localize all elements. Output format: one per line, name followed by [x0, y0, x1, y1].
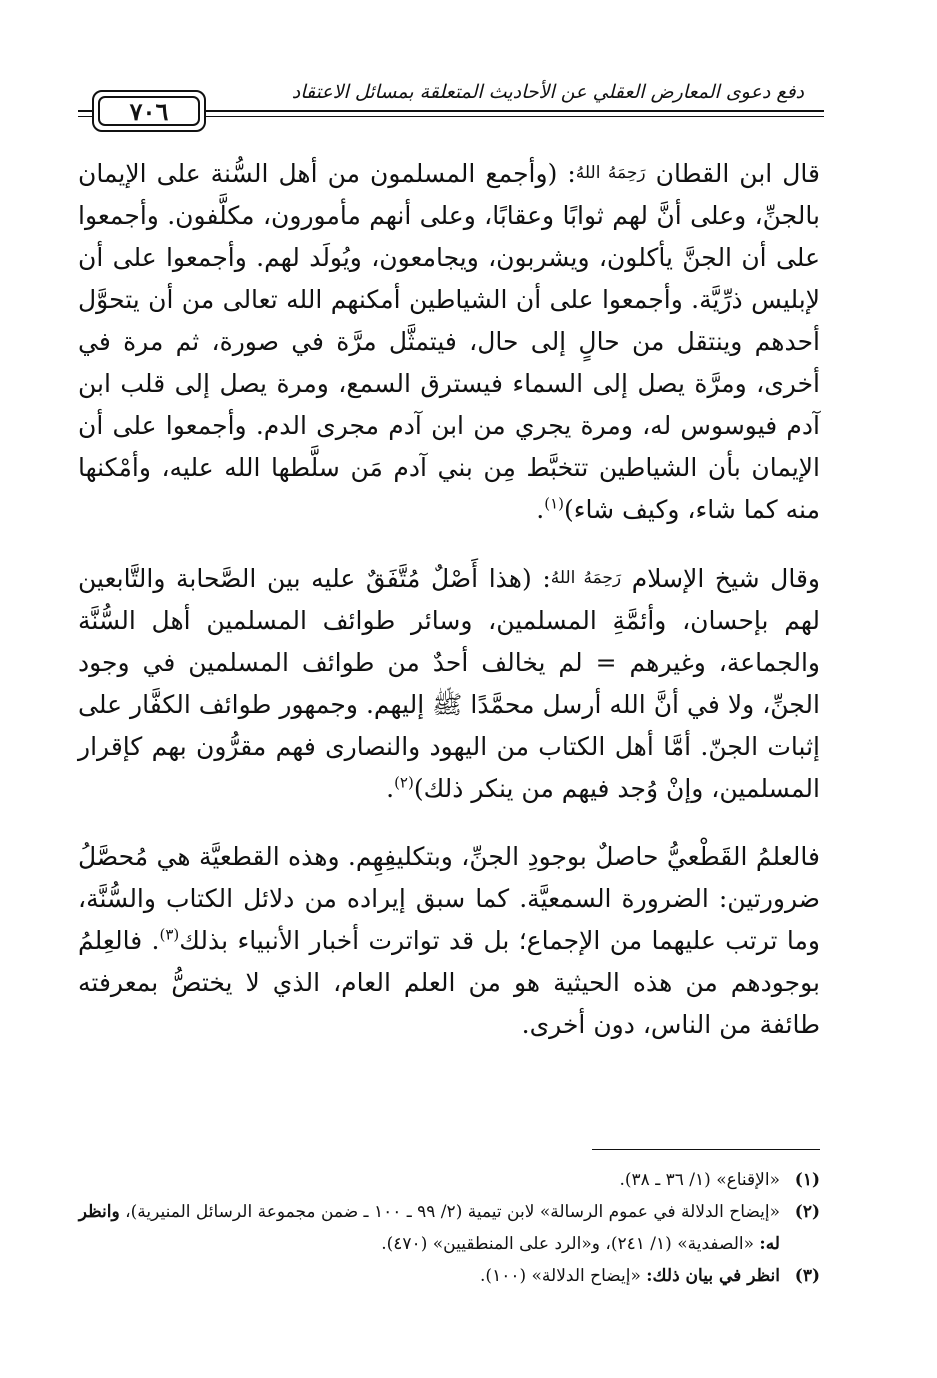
- paragraph-text-continued: . فالعِلمُ بوجودهم من هذه الحيثية هو من العلم العام، الذي لا يختصُّ بمعرفته طائفة من الناس، دون أخرى.: [78, 926, 820, 1039]
- paragraph-end: .: [536, 495, 545, 524]
- paragraph-text: : (هذا أَصْلٌ مُتَّفَقٌ عليه بين الصَّحابة والتَّابعين لهم بإحسان، وأئمَّةِ المسلمين، وسائر طوائف المسلمين أهل السُّنَّة والجماعة، وغيرهم = لم يخالف أحدٌ من طوائف المسلمين في وجود الجنِّ، ولا في أنَّ الله أرسل محمَّدًا ﷺ إليهم. وجمهور طوائف الكفَّار على إثبات الجنّ. أمَّا أهل الكتاب من اليهود والنصارى فهم مقرُّون بهم كإقرار المسلمين، وإنْ وُجد فيهم من ينكر ذلك): [78, 564, 820, 803]
- footnote-text: [78, 1196, 780, 1260]
- paragraph-lead: قال ابن القطان: [655, 159, 820, 188]
- footnote-number: (٣): [794, 1266, 820, 1286]
- paragraph-text: : (وأجمع المسلمون من أهل السُّنة على الإيمان بالجنِّ، وعلى أنَّ لهم ثوابًا وعقابًا، وعلى أنهم مأمورون، مكلَّفون. وأجمعوا على أن الجنَّ يأكلون، ويشربون، ويجامعون، ويُولَد لهم. وأجمعوا على أن لإبليس ذرِّيَّة. وأجمعوا على أن الشياطين أمكنهم الله تعالى من أن يتحوَّل أحدهم وينتقل من حالٍ إلى حال، فيتمثَّل مرَّة في صورة، ثم مرة في أخرى، ومرَّة يصل إلى السماء فيسترق السمع، ومرة يصل إلى قلب ابن آدم فيوسوس له، ومرة يجري من ابن آدم مجرى الدم. وأجمعوا على أن الإيمان بأن الشياطين تتخبَّط مِن بني آدم مَن سلَّطها الله عليه، وأمْكنها منه كما شاء، وكيف شاء): [78, 159, 820, 524]
- paragraph-ibn-al-qattan: [78, 152, 820, 531]
- paragraph-text: فالعلمُ القَطْعيُّ حاصلٌ بوجودِ الجنِّ، وبتكليفِهِم. وهذه القطعيَّة هي مُحصَّلُ ضرورتين: الضرورة السمعيَّة. كما سبق إيراده من دلائل الكتاب والسُّنَّة، وما ترتب عليهما من الإجماع؛ بل قد تواترت أخبار الأنبياء بذلك: [78, 842, 820, 955]
- footnote-body: «إيضاح الدلالة في عموم الرسالة» لابن تيمية (٢/ ٩٩ ـ ١٠٠ ـ ضمن مجموعة الرسائل المنيرية)،: [119, 1202, 780, 1222]
- paragraph-lead: وقال شيخ الإسلام: [631, 564, 820, 593]
- footnote-see-also: انظر في بيان ذلك:: [646, 1266, 780, 1286]
- paragraph-shaykh-al-islam: [78, 557, 820, 810]
- running-header: [78, 72, 824, 132]
- footnotes: [78, 1164, 820, 1292]
- footnote-ref-1[interactable]: (١): [544, 494, 565, 513]
- footnote-body: «الإقناع» (١/ ٣٦ ـ ٣٨).: [619, 1170, 780, 1190]
- footnote-1: [78, 1164, 820, 1196]
- footnote-ref-3[interactable]: (٣): [159, 925, 180, 944]
- footnote-body: «إيضاح الدلالة» (١٠٠).: [480, 1266, 647, 1286]
- page-number-frame: [92, 90, 206, 132]
- footnote-separator: [592, 1149, 820, 1150]
- honorific-glyph: رَحِمَهُ اللهُ: [575, 163, 646, 183]
- footnote-body-continued: «الصفدية» (١/ ٢٤١)، و«الرد على المنطقيين» (٤٧٠).: [381, 1234, 760, 1254]
- footnote-text: [78, 1164, 780, 1196]
- footnote-text: [78, 1260, 780, 1292]
- main-text: [78, 152, 820, 1072]
- paragraph-conclusion: [78, 836, 820, 1046]
- footnote-ref-2[interactable]: (٢): [394, 773, 414, 792]
- page-number: ٧٠٦: [98, 96, 200, 126]
- running-title: دفع دعوى المعارض العقلي عن الأحاديث المتعلقة بمسائل الاعتقاد: [291, 81, 804, 103]
- footnote-2: [78, 1196, 820, 1260]
- footnote-see-also: وانظر له:: [78, 1202, 780, 1254]
- footnote-number: (١): [794, 1170, 820, 1190]
- paragraph-end: .: [386, 774, 395, 803]
- honorific-glyph: رَحِمَهُ اللهُ: [550, 568, 622, 588]
- footnote-number: (٢): [794, 1202, 820, 1222]
- footnote-3: [78, 1260, 820, 1292]
